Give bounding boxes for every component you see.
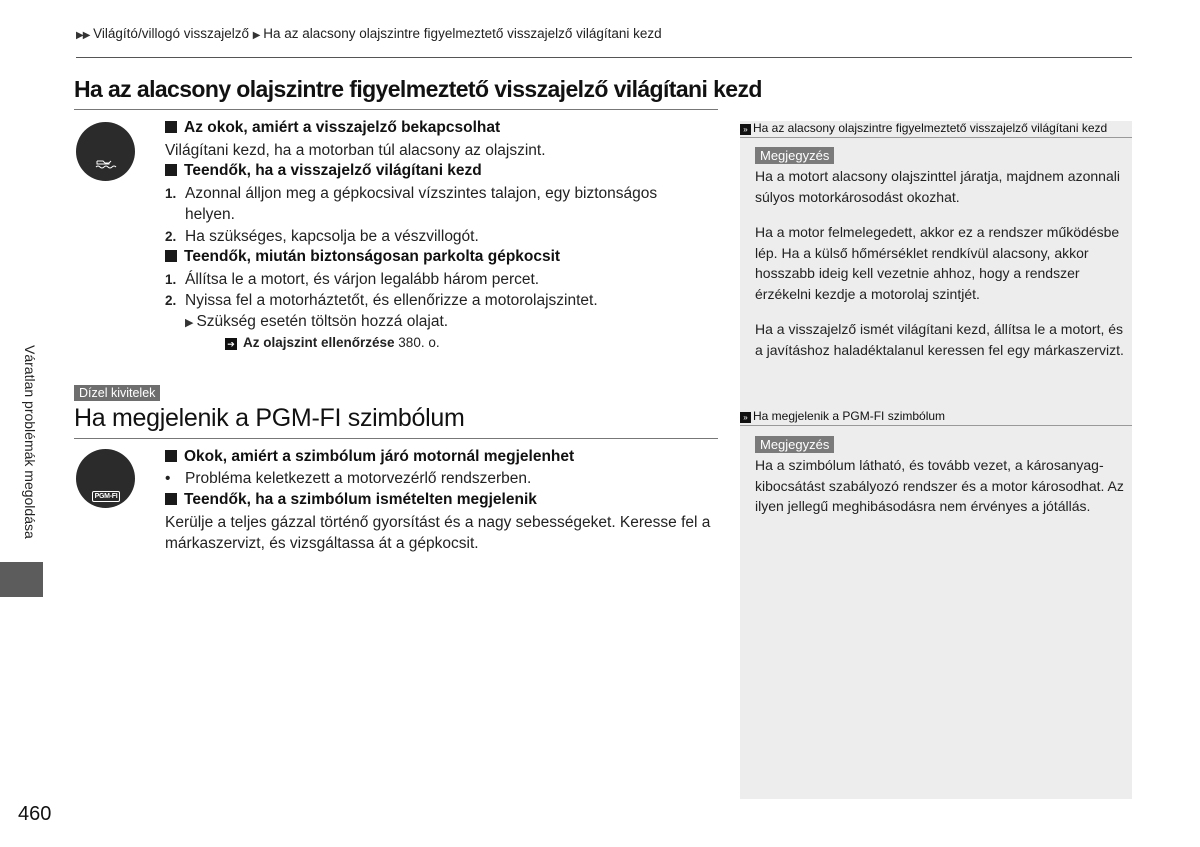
sidebar-heading-text: Ha megjelenik a PGM-FI szimbólum bbox=[753, 409, 946, 423]
step-text: Ha szükséges, kapcsolja be a vészvillogót. bbox=[185, 228, 479, 245]
subheading-text: Teendők, miután biztonságosan parkolta gépkocsit bbox=[184, 248, 561, 265]
arrow-icon: ▶ bbox=[185, 317, 194, 329]
page-number: 460 bbox=[18, 803, 52, 825]
bullet-icon: • bbox=[165, 470, 171, 487]
header-divider bbox=[76, 57, 1132, 58]
step-text-continued: helyen. bbox=[185, 206, 235, 223]
note-badge: Megjegyzés bbox=[755, 436, 834, 453]
step-item bbox=[165, 185, 657, 203]
sidebar-heading-text: Ha az alacsony olajszintre figyelmeztető visszajelző világítani kezd bbox=[753, 121, 1108, 135]
note-text: Szükség esetén töltsön hozzá olajat. bbox=[196, 313, 449, 330]
reference-title: Az olajszint ellenőrzése bbox=[243, 335, 395, 350]
subheading-after-parking bbox=[165, 248, 560, 266]
note-paragraph: Ha a motor felmelegedett, akkor ez a rendszer működésbe lép. Ha a külső hőmérséklet rendkívül alacsony, akkor hosszabb ideig kell vezetnie ahhoz, hogy a rendszer érzékelni kezdje a motorolaj szintjét. bbox=[755, 224, 1120, 302]
breadcrumb-item-2: Ha az alacsony olajszintre figyelmeztető visszajelző világítani kezd bbox=[263, 26, 662, 41]
square-bullet-icon bbox=[165, 164, 177, 176]
subheading-causes bbox=[165, 119, 500, 137]
reference-page: 380. o. bbox=[394, 335, 440, 350]
step-number: 2. bbox=[165, 229, 177, 244]
double-arrow-icon: ▶▶ bbox=[76, 30, 90, 41]
paragraph-line: márkaszervizt, és vizsgáltassa át a gépkocsit. bbox=[165, 535, 479, 552]
subheading-text: Az okok, amiért a visszajelző bekapcsolhat bbox=[184, 119, 501, 136]
breadcrumb-item-1: Világító/villogó visszajelző bbox=[93, 26, 249, 41]
step-item bbox=[165, 292, 598, 310]
chapter-side-label: Váratlan problémák megoldása bbox=[22, 345, 38, 539]
pgm-fi-icon: PGM-FI bbox=[92, 491, 120, 502]
diesel-variant-tag: Dízel kivitelek bbox=[74, 385, 160, 401]
subheading-text: Teendők, ha a szimbólum ismételten megjelenik bbox=[184, 491, 537, 508]
note-item bbox=[185, 313, 448, 331]
square-bullet-icon bbox=[165, 250, 177, 262]
square-bullet-icon bbox=[165, 493, 177, 505]
step-text: Nyissa fel a motorháztetőt, és ellenőrizze a motorolajszintet. bbox=[185, 292, 598, 309]
pgm-fi-indicator-icon bbox=[76, 449, 135, 508]
square-bullet-icon bbox=[165, 121, 177, 133]
step-number: 1. bbox=[165, 272, 177, 287]
step-text: Állítsa le a motort, és várjon legalább három percet. bbox=[185, 271, 540, 288]
breadcrumb bbox=[76, 26, 662, 41]
sidebar-heading-oil bbox=[740, 121, 1132, 138]
chapter-tab-marker bbox=[0, 562, 43, 597]
section-divider bbox=[74, 438, 718, 439]
subheading-text: Okok, amiért a szimbólum járó motornál megjelenhet bbox=[184, 448, 575, 465]
section-title-pgm: Ha megjelenik a PGM-FI szimbólum bbox=[74, 404, 465, 432]
sidebar-heading-pgm bbox=[740, 409, 1132, 426]
step-item bbox=[165, 228, 479, 246]
square-bullet-icon bbox=[165, 450, 177, 462]
oil-level-icon bbox=[95, 160, 117, 169]
page-reference-link[interactable] bbox=[225, 335, 440, 350]
oil-indicator-icon bbox=[76, 122, 135, 181]
step-item bbox=[165, 271, 539, 289]
subheading-text: Teendők, ha a visszajelző világítani kezd bbox=[184, 162, 482, 179]
double-arrow-icon: » bbox=[740, 412, 751, 423]
subheading-actions bbox=[165, 491, 537, 509]
bullet-item bbox=[165, 470, 531, 488]
step-number: 1. bbox=[165, 186, 177, 201]
bullet-text: Probléma keletkezett a motorvezérlő rendszerben. bbox=[185, 470, 532, 487]
reference-arrow-icon: ➔ bbox=[225, 338, 237, 350]
note-paragraph: Ha a szimbólum látható, és tovább vezet, a károsanyag-kibocsátást szabályozó rendszer és a motor károsodhat. Az ilyen jellegű meghibásodásra nem érvényes a jótállás. bbox=[755, 457, 1124, 514]
double-arrow-icon: » bbox=[740, 124, 751, 135]
step-text: Azonnal álljon meg a gépkocsival vízszintes talajon, egy biztonságos bbox=[185, 185, 658, 202]
paragraph-line: Kerülje a teljes gázzal történő gyorsítást és a nagy sebességeket. Keresse fel a bbox=[165, 514, 711, 531]
note-badge: Megjegyzés bbox=[755, 147, 834, 164]
cause-text: Világítani kezd, ha a motorban túl alacsony az olajszint. bbox=[165, 142, 546, 159]
arrow-icon: ▶ bbox=[252, 30, 260, 41]
section-divider bbox=[74, 109, 718, 110]
subheading-actions bbox=[165, 162, 482, 180]
note-paragraph: Ha a visszajelző ismét világítani kezd, állítsa le a motort, és a javításhoz haladéktalanul keressen fel egy márkaszervizt. bbox=[755, 321, 1124, 358]
subheading-causes bbox=[165, 448, 574, 466]
note-paragraph: Ha a motort alacsony olajszinttel járatja, majdnem azonnali súlyos motorkárosodást okozhat. bbox=[755, 168, 1120, 205]
section-title-oil: Ha az alacsony olajszintre figyelmeztető visszajelző világítani kezd bbox=[74, 76, 762, 102]
step-number: 2. bbox=[165, 293, 177, 308]
